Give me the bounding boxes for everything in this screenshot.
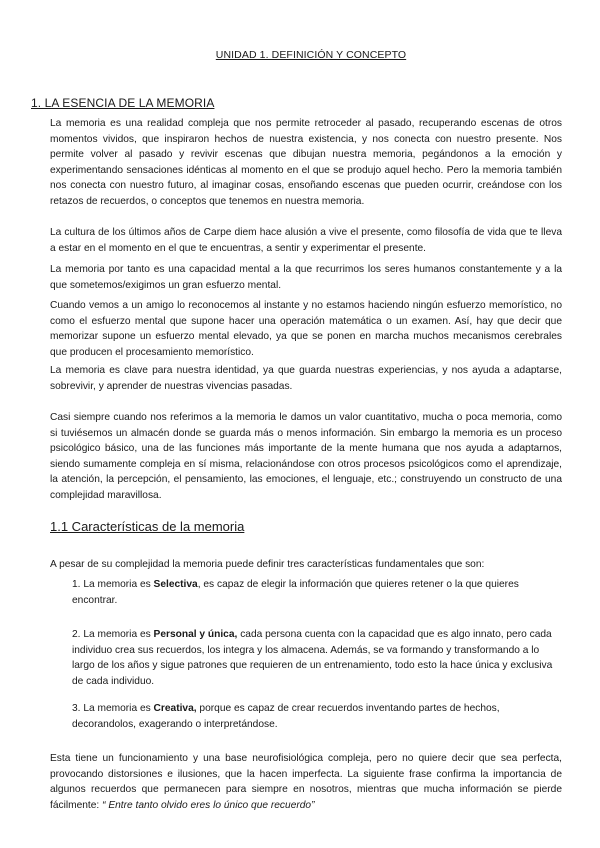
unit-title: UNIDAD 1. DEFINICIÓN Y CONCEPTO <box>215 49 407 61</box>
list-item: 2. La memoria es Personal y única, cada persona cuenta con la capacidad que es algo innato, pero cada individuo crea sus recuerdos, los integra y los almacena. Además, se va formando y transformando a lo largo de los años y sigue patrones que requieren de un entrenamiento, todo esto la hace única y exclusiva de cada individuo. <box>72 629 553 687</box>
section-heading: 1. LA ESENCIA DE LA MEMORIA <box>31 96 215 110</box>
list-item: 1. La memoria es Selectiva, es capaz de elegir la información que quieres retener o la que quieres encontrar. <box>72 579 519 606</box>
paragraph: La cultura de los últimos años de Carpe diem hace alusión a vive el presente, como filosofía de vida que te lleva a estar en el momento en el que te encuentras, a sentir y experimentar el presente. <box>50 227 562 254</box>
paragraph: La memoria por tanto es una capacidad mental a la que recurrimos los seres humanos constantemente y a la que sometemos/exigimos un gran esfuerzo mental. <box>50 264 562 291</box>
paragraph: La memoria es clave para nuestra identidad, ya que guarda nuestras experiencias, y nos ayuda a adaptarse, sobrevivir, y aprender de nuestras vivencias pasadas. <box>50 365 562 392</box>
quote: “ Entre tanto olvido eres lo único que recuerdo” <box>102 799 315 811</box>
paragraph: Casi siempre cuando nos referimos a la memoria le damos un valor cuantitativo, mucha o poca memoria, como si tuviésemos un almacén donde se guarda más o menos información. Sin embargo la memoria es un proceso psicológico básico, una de las funciones más importante de la mente humana que nos ayuda a adaptarnos, siendo sumamente compleja en sí misma, relacionándose con otros procesos psicológicos como el aprendizaje, la atención, la percepción, el pensamiento, las emociones, el lenguaje, etc.; construyendo un constructo de una complejidad maravillosa. <box>50 412 562 501</box>
list-item: 3. La memoria es Creativa, porque es capaz de crear recuerdos inventando partes de hechos, decorandolos, exagerando o interpretándose. <box>72 703 500 730</box>
subsection-heading: 1.1 Características de la memoria <box>50 519 245 534</box>
subsection-intro: A pesar de su complejidad la memoria puede definir tres características fundamentales que son: <box>50 559 485 570</box>
paragraph: Cuando vemos a un amigo lo reconocemos al instante y no estamos haciendo ningún esfuerzo memorístico, no como el esfuerzo mental que supone hacer una operación matemática o un examen. Así, hay que decir que memorizar supone un esfuerzo mental elevado, ya que se ponen en marcha muchos mecanismos cerebrales que producen el procesamiento memorístico. <box>50 300 562 358</box>
closing-paragraph: Esta tiene un funcionamiento y una base neurofisiológica compleja, pero no quiere decir que sea perfecta, provocando distorsiones e ilusiones, que la hacen imperfecta. La siguiente frase confirma la importancia de algunos recuerdos que permanecen para siempre en nosotros, mientras que mucha información se pierde fácilmente: “ Entre tanto olvido eres lo único que recuerdo” <box>50 753 562 811</box>
paragraph: La memoria es una realidad compleja que nos permite retroceder al pasado, recuperando escenas de otros momentos vividos, que inspiraron hechos de nuestra existencia, y nos conecta con nuestro presente. Nos permite volver al pasado y revivir escenas que dibujan nuestra memoria, pegándonos a la emoción y experimentando sensaciones idénticas al momento en el que se produjo aquel hecho. Pero la memoria también nos conecta con nuestro futuro, al imaginar cosas, ensoñando escenas que pueden ocurrir, creándose con los retazos de recuerdos, o conceptos que tenemos en nuestra memoria. <box>50 118 562 207</box>
